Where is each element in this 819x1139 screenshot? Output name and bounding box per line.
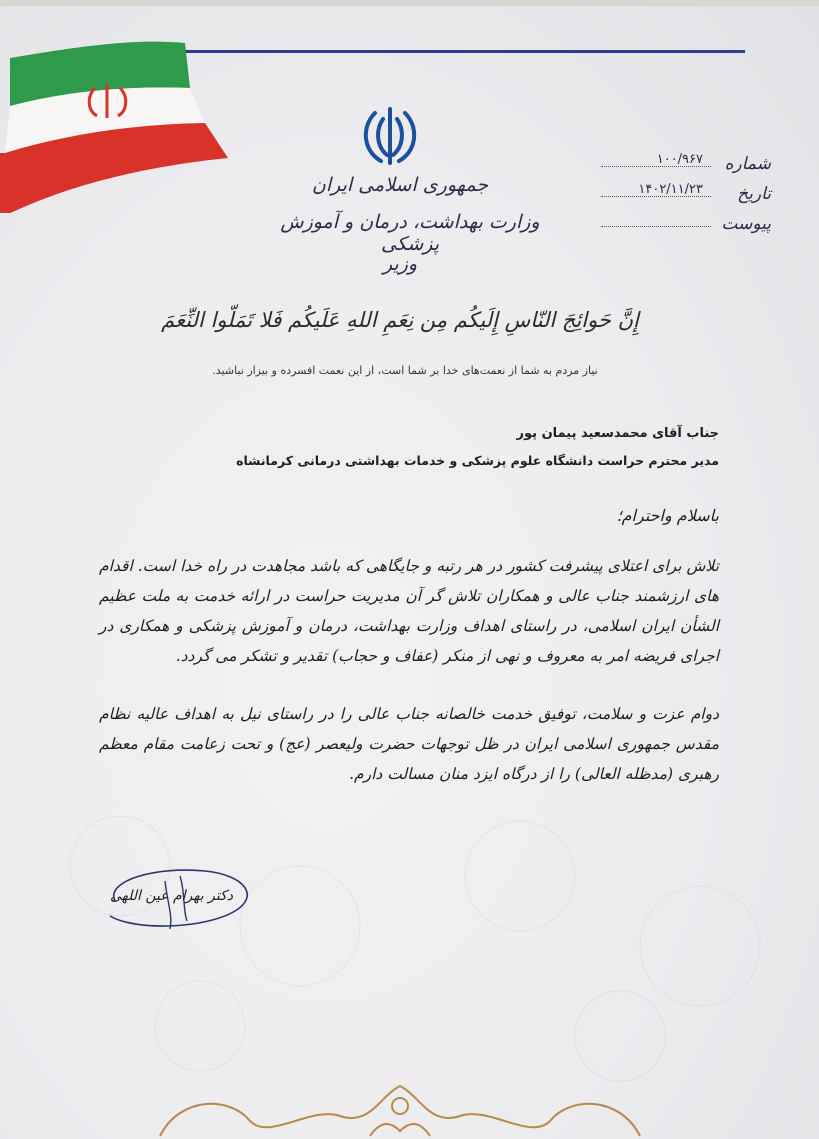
letter-date-value: ۱۴۰۲/۱۱/۲۳ <box>638 182 703 197</box>
letter-number-label: شماره <box>724 154 771 174</box>
greeting: باسلام واحترام؛ <box>616 506 719 525</box>
letter-attachment-label: پیوست <box>721 214 771 234</box>
letter-number-value: ۱۰۰/۹۶۷ <box>656 152 703 167</box>
iran-emblem-icon <box>355 101 425 171</box>
background-pattern <box>0 786 819 1086</box>
body-paragraph: تلاش برای اعتلای پیشرفت کشور در هر رتبه و جایگاهی که باشد مجاهدت در راه خدا است. اقدام های ارزشمند جناب عالی و همکاران تلاش گر آن مدیریت حراست در ارائه خدمت به ملت عظیم الشأن ایران اسلامی، در راستای اهداف وزارت بهداشت، درمان و آموزش پزشکی و همکاری در اجرای فریضه امر به معروف و نهی از منکر (عفاف و حجاب) تقدیر و تشکر می گردد. <box>99 557 719 665</box>
office-title: وزیر <box>382 253 418 275</box>
signatory-name: دکتر بهرام عین اللهی <box>110 888 233 904</box>
header-rule <box>185 50 745 53</box>
iran-flag-icon <box>0 28 235 213</box>
recipient-name: جناب آقای محمدسعید پیمان پور <box>516 426 719 441</box>
ministry-title: وزارت بهداشت، درمان و آموزش پزشکی <box>280 211 540 255</box>
letter-body <box>99 551 719 817</box>
letter-date-row <box>591 184 771 206</box>
letter-attachment-row <box>591 214 771 236</box>
country-title: جمهوری اسلامی ایران <box>311 174 489 196</box>
hadith-translation: نیاز مردم به شما از نعمت‌های خدا بر شما است، از این نعمت افسرده و بیزار نباشید. <box>212 364 598 377</box>
hadith-verse: إِنَّ حَوائِجَ النّاسِ إِلَيكُم مِن نِعَمِ اللهِ عَلَيكُم فَلا تَمَلّوا النِّعَمَ <box>161 308 639 332</box>
letter-paper <box>0 6 819 1139</box>
recipient-title: مدیر محترم حراست دانشگاه علوم پزشکی و خدمات بهداشتی درمانی کرمانشاه <box>236 453 719 468</box>
decorative-ornament-icon <box>140 1076 660 1139</box>
body-paragraph: دوام عزت و سلامت، توفیق خدمت خالصانه جناب عالی را در راستای نیل به اهداف عالیه نظام مقدس جمهوری اسلامی ایران در ظل توجهات حضرت ولیعصر (عج) و تحت زعامت مقام معظم رهبری (مدظله العالی) را از درگاه ایزد منان مسالت دارم. <box>99 705 719 783</box>
letter-date-label: تاریخ <box>737 184 771 204</box>
letter-number-row <box>591 154 771 176</box>
